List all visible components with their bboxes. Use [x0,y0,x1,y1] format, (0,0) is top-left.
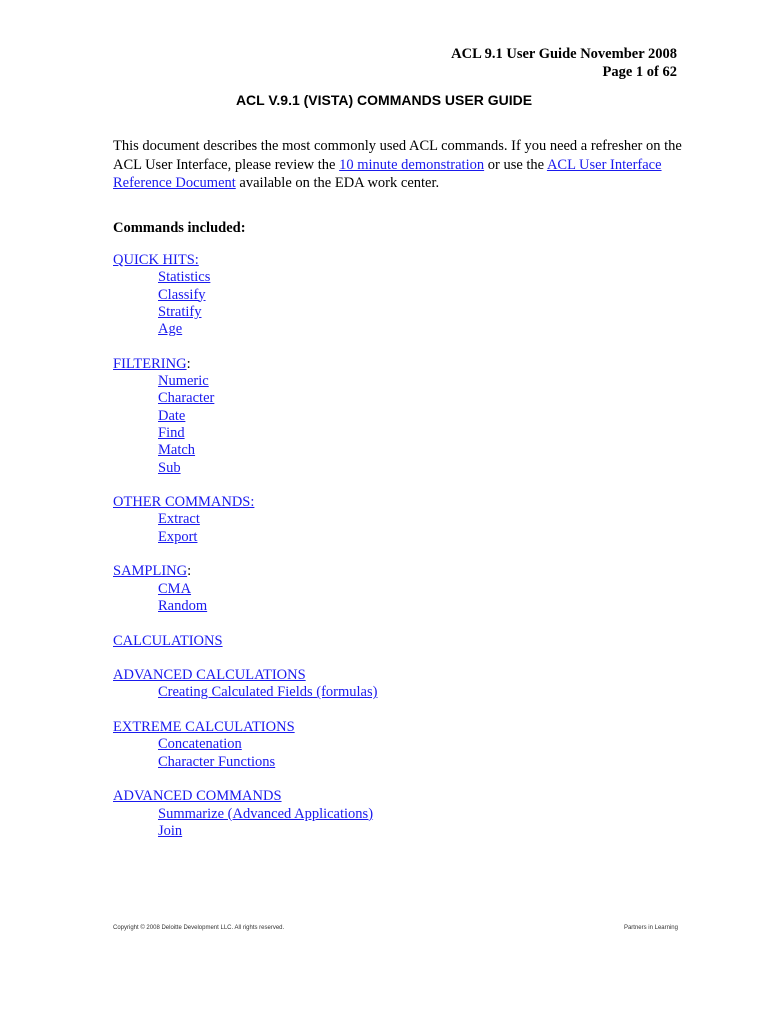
toc-link-stratify[interactable]: Stratify [158,303,202,320]
commands-included-heading: Commands included: [113,220,246,236]
toc-suffix: : [186,355,191,372]
intro-text-2: or use the [484,156,547,173]
toc-section-extreme-calculations [113,719,693,771]
toc-link-statistics[interactable]: Statistics [158,269,211,286]
footer-tagline: Partners in Learning [623,925,678,931]
table-of-contents [113,252,693,857]
toc-link-character-functions[interactable]: Character Functions [158,753,276,770]
footer-copyright: Copyright © 2008 Deloitte Development LLC. All rights reserved. [113,925,285,931]
toc-link-advanced-commands[interactable]: ADVANCED COMMANDS [113,788,282,805]
toc-link-filtering[interactable]: FILTERING [113,355,187,372]
header-guide-date: ACL 9.1 User Guide November 2008 [451,46,677,62]
toc-link-sub[interactable]: Sub [158,459,181,476]
intro-text-3: available on the EDA work center. [235,175,440,191]
toc-link-numeric[interactable]: Numeric [158,373,209,390]
toc-link-random[interactable]: Random [158,597,208,614]
toc-link-concatenation[interactable]: Concatenation [158,736,242,753]
intro-paragraph [113,137,683,193]
toc-link-extreme-calculations[interactable]: EXTREME CALCULATIONS [113,719,295,736]
reference-document-link[interactable]: ACL User Interface Reference Document [113,156,662,191]
header-page-number: Page 1 of 62 [602,64,677,80]
toc-link-age[interactable]: Age [158,321,183,338]
toc-link-match[interactable]: Match [158,442,196,459]
demonstration-link[interactable]: 10 minute demonstration [339,156,485,173]
toc-link-find[interactable]: Find [158,424,185,441]
toc-section-other-commands [113,494,693,546]
toc-link-quick-hits[interactable]: QUICK HITS: [113,252,199,268]
toc-link-date[interactable]: Date [158,407,186,424]
toc-section-advanced-calculations [113,667,693,702]
page-header [451,45,677,81]
toc-link-join[interactable]: Join [158,822,183,839]
toc-link-classify[interactable]: Classify [158,286,206,303]
toc-link-sampling[interactable]: SAMPLING [113,563,188,580]
toc-link-export[interactable]: Export [158,528,198,545]
toc-link-cma[interactable]: CMA [158,580,192,597]
toc-link-extract[interactable]: Extract [158,511,200,528]
toc-section-sampling [113,563,693,615]
intro-text-1: This document describes the most commonly used ACL commands. If you need a refresher on the ACL User Interface, please review the [113,138,682,173]
toc-section-quick-hits [113,252,693,338]
toc-link-summarize[interactable]: Summarize (Advanced Applications) [158,805,374,822]
toc-link-calculated-fields[interactable]: Creating Calculated Fields (formulas) [158,684,378,701]
toc-section-calculations [113,633,693,650]
toc-link-advanced-calculations[interactable]: ADVANCED CALCULATIONS [113,667,306,684]
toc-section-advanced-commands [113,788,693,840]
document-title: ACL V.9.1 (VISTA) COMMANDS USER GUIDE [235,92,533,108]
toc-link-calculations[interactable]: CALCULATIONS [113,632,223,649]
toc-suffix: : [187,563,192,580]
toc-section-filtering [113,356,693,477]
toc-link-other-commands[interactable]: OTHER COMMANDS: [113,494,255,511]
toc-link-character[interactable]: Character [158,390,215,407]
